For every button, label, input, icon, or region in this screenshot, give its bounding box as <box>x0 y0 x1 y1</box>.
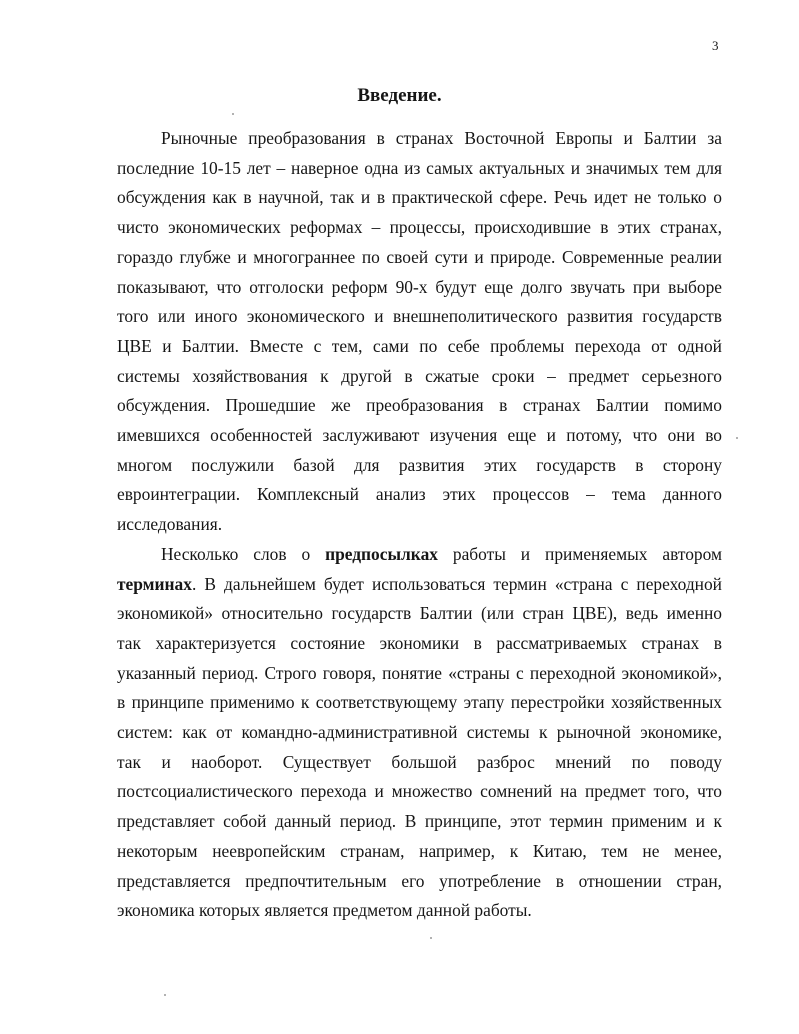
paragraph-2-line: представляет собой данный период. В принципе, этот термин применим и к <box>117 811 722 832</box>
paragraph-1-line: последние 10-15 лет – наверное одна из самых актуальных и значимых тем для <box>117 157 722 178</box>
paragraph-2-line: некоторым неевропейским странам, например, к Китаю, тем не менее, <box>117 840 722 861</box>
term-terms: терминах <box>117 573 192 594</box>
paragraph-2 <box>117 540 722 926</box>
paragraph-1-line: чисто экономических реформах – процессы, происходившие в этих странах, <box>117 217 722 238</box>
paragraph-1-line: показывают, что отголоски реформ 90-х будут еще долго звучать при выборе <box>117 276 722 297</box>
paragraph-2-text: . В дальнейшем будет использоваться термин «страна с переходной <box>191 573 722 594</box>
paragraph-1-line: гораздо глубже и многограннее по своей сути и природе. Современные реалии <box>117 246 722 267</box>
paragraph-2-line: указанный период. Строго говоря, понятие «страны с переходной экономикой», <box>117 662 722 683</box>
paragraph-2-line: постсоциалистического перехода и множество сомнений на предмет того, что <box>117 781 722 802</box>
paragraph-2-line: представляется предпочтительным его употребление в отношении стран, <box>117 870 722 891</box>
scan-speck <box>736 437 738 439</box>
paragraph-1 <box>117 124 722 540</box>
paragraph-2-line: экономикой» относительно государств Балтии (или стран ЦВЕ), ведь именно <box>117 603 722 624</box>
paragraph-2-line: экономика которых является предметом данной работы. <box>117 900 532 921</box>
scan-speck <box>164 994 166 996</box>
paragraph-2-text: работы и применяемых автором <box>437 543 722 564</box>
paragraph-2-line: так характеризуется состояние экономики в рассматриваемых странах в <box>117 632 722 653</box>
page-number: 3 <box>712 38 719 53</box>
paragraph-1-line: системы хозяйствования к другой в сжатые сроки – предмет серьезного <box>117 365 722 386</box>
paragraph-2-text: Несколько слов о <box>161 543 326 564</box>
paragraph-1-line: евроинтеграции. Комплексный анализ этих процессов – тема данного <box>117 484 722 505</box>
paragraph-1-line: обсуждения как в научной, так и в практической сфере. Речь идет не только о <box>117 187 722 208</box>
paragraph-1-line: многом послужили базой для развития этих государств в сторону <box>117 454 722 475</box>
paragraph-1-line: ЦВЕ и Балтии. Вместе с тем, сами по себе проблемы перехода от одной <box>117 335 722 356</box>
paragraph-1-line: обсуждения. Прошедшие же преобразования в странах Балтии помимо <box>117 395 722 416</box>
scan-speck <box>232 113 234 115</box>
paragraph-1-line: имевшихся особенностей заслуживают изучения еще и потому, что они во <box>117 425 722 446</box>
section-title: Введение. <box>357 85 442 106</box>
document-body <box>117 124 722 926</box>
paragraph-2-line: систем: как от командно-административной системы к рыночной экономике, <box>117 722 722 743</box>
paragraph-2-line <box>117 540 722 570</box>
paragraph-2-line: так и наоборот. Существует большой разброс мнений по поводу <box>117 751 722 772</box>
paragraph-1-line: того или иного экономического и внешнеполитического развития государств <box>117 306 722 327</box>
paragraph-1-line: исследования. <box>117 514 223 535</box>
term-prerequisites: предпосылках <box>325 543 438 564</box>
paragraph-2-line <box>117 570 722 600</box>
scan-speck <box>430 937 432 939</box>
paragraph-2-line: в принципе применимо к соответствующему этапу перестройки хозяйственных <box>117 692 722 713</box>
paragraph-1-line: Рыночные преобразования в странах Восточной Европы и Балтии за <box>161 128 722 148</box>
